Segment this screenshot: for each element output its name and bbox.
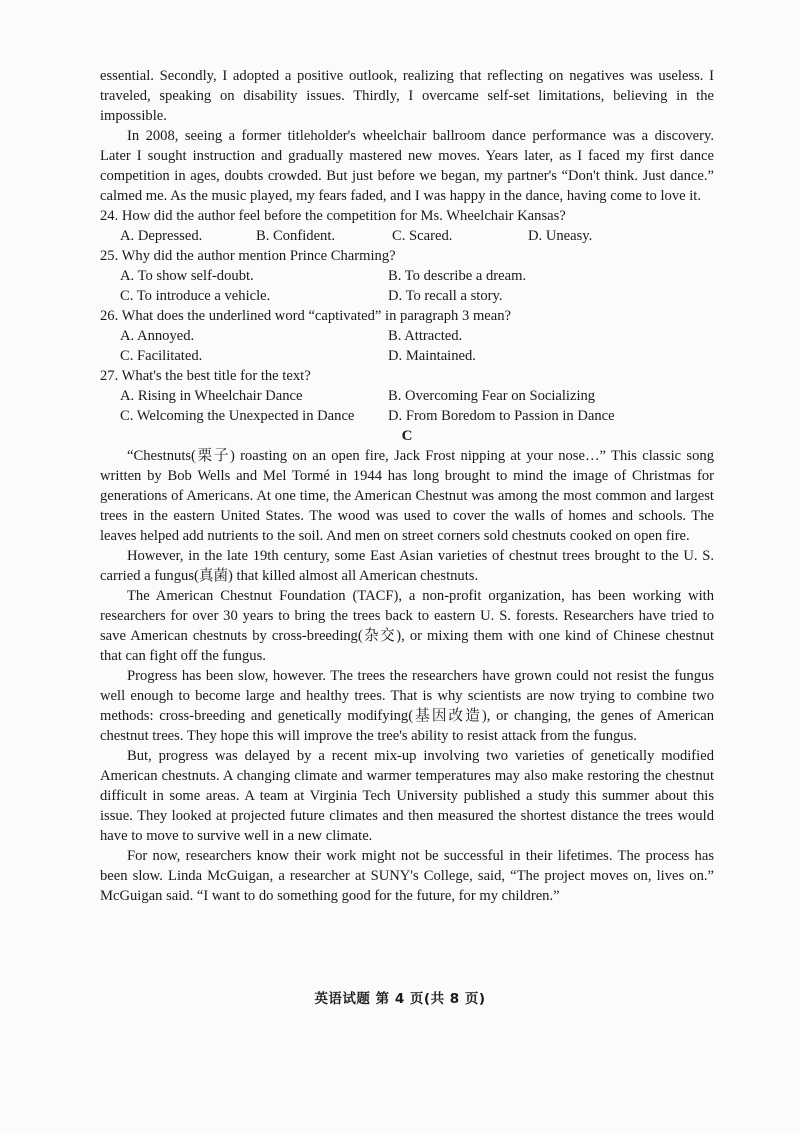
- passage-c-paragraph-1: “Chestnuts(栗子) roasting on an open fire, Jack Frost nipping at your nose…” This classic song written by Bob Wells and Mel Tormé in 1944 has long brought to mind the image of Christmas for generations of Americans. At one time, the American Chestnut was among the most common and largest trees in the eastern United States. The wood was used to cover the walls of homes and schools. The leaves helped add nutrients to the soil. And men on street corners sold chestnuts cooked on open fire.: [100, 448, 714, 544]
- option-d: D. Uneasy.: [528, 228, 593, 244]
- option-d: D. Maintained.: [388, 348, 476, 364]
- passage-c-paragraph-2: However, in the late 19th century, some East Asian varieties of chestnut trees brought to the U. S. carried a fungus(真菌) that killed almost all American chestnuts.: [100, 548, 714, 584]
- question-27: [100, 366, 714, 426]
- option-b: B. Attracted.: [388, 328, 463, 344]
- question-stem: 24. How did the author feel before the competition for Ms. Wheelchair Kansas?: [100, 208, 566, 224]
- option-c: C. Scared.: [392, 228, 453, 244]
- question-stem: 27. What's the best title for the text?: [100, 368, 311, 384]
- question-options: [120, 226, 714, 246]
- exam-page: [100, 66, 714, 906]
- option-b: B. To describe a dream.: [388, 268, 527, 284]
- question-options: [120, 326, 714, 366]
- section-heading-c: C: [401, 428, 413, 444]
- passage-c-paragraph-3: The American Chestnut Foundation (TACF), a non-profit organization, has been working with researchers for over 30 years to bring the trees back to eastern U. S. forests. Researchers have tried to save American chestnuts by cross-breeding(杂交), or mixing them with one kind of Chinese chestnut that can fight off the fungus.: [100, 588, 714, 664]
- option-d: D. From Boredom to Passion in Dance: [388, 408, 615, 424]
- passage-c-paragraph-5: But, progress was delayed by a recent mix-up involving two varieties of genetically modified American chestnuts. A changing climate and warmer temperatures may also make restoring the chestnut difficult in some areas. A team at Virginia Tech University published a study this summer about this issue. They looked at projected future climates and then measured the shortest distance the trees would have to move to survive well in a new climate.: [100, 748, 714, 844]
- option-a: A. Rising in Wheelchair Dance: [120, 388, 303, 404]
- option-d: D. To recall a story.: [388, 288, 503, 304]
- option-a: A. Depressed.: [120, 228, 203, 244]
- passage-b-paragraph: essential. Secondly, I adopted a positive outlook, realizing that reflecting on negatives was useless. I traveled, speaking on disability issues. Thirdly, I overcame self-set limitations, believing in the impossible.: [100, 68, 714, 124]
- option-b: B. Confident.: [256, 228, 336, 244]
- passage-c-paragraph-6: For now, researchers know their work might not be successful in their lifetimes. The process has been slow. Linda McGuigan, a researcher at SUNY's College, said, “The project moves on, lives on.” McGuigan said. “I want to do something good for the future, for my children.”: [100, 848, 714, 904]
- option-c: C. To introduce a vehicle.: [120, 288, 271, 304]
- question-25: [100, 246, 714, 306]
- passage-b-paragraph: In 2008, seeing a former titleholder's wheelchair ballroom dance performance was a discovery. Later I sought instruction and gradually mastered new moves. Years later, as I faced my first dance competition in ages, doubts crowded. But just before we began, my partner's “Don't think. Just dance.” calmed me. As the music played, my fears faded, and I was happy in the dance, having come to love it.: [100, 128, 714, 204]
- option-c: C. Welcoming the Unexpected in Dance: [120, 408, 355, 424]
- page-footer: 英语试题 第 4 页(共 8 页): [314, 991, 486, 1007]
- option-c: C. Facilitated.: [120, 348, 203, 364]
- passage-c-paragraph-4: Progress has been slow, however. The trees the researchers have grown could not resist the fungus well enough to become large and healthy trees. That is why scientists are now trying to combine two methods: cross-breeding and genetically modifying(基因改造), or changing, the genes of American chestnut trees. They hope this will improve the tree's ability to resist attack from the fungus.: [100, 668, 714, 744]
- option-a: A. To show self-doubt.: [120, 268, 254, 284]
- question-26: [100, 306, 714, 366]
- question-options: [120, 266, 714, 306]
- question-stem: 25. Why did the author mention Prince Charming?: [100, 248, 396, 264]
- question-options: [120, 386, 714, 426]
- question-stem: 26. What does the underlined word “captivated” in paragraph 3 mean?: [100, 308, 512, 324]
- question-24: [100, 206, 714, 246]
- option-a: A. Annoyed.: [120, 328, 195, 344]
- option-b: B. Overcoming Fear on Socializing: [388, 388, 596, 404]
